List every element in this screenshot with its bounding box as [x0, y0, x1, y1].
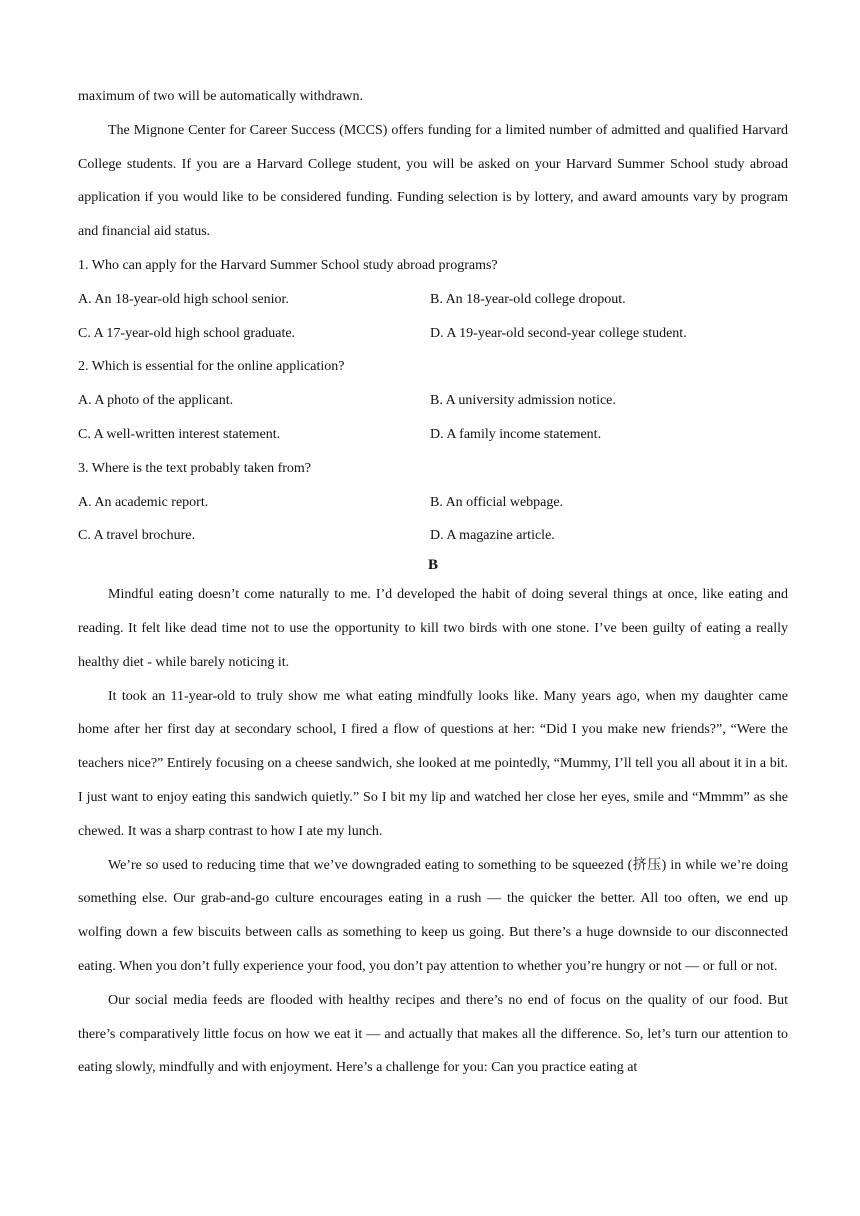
question-1-option-c: C. A 17-year-old high school graduate.	[78, 325, 296, 341]
question-2-option-c: C. A well-written interest statement.	[78, 426, 281, 442]
question-2-stem: 2. Which is essential for the online application?	[78, 359, 345, 375]
question-3-options-row-2	[78, 519, 788, 553]
question-3-option-c: C. A travel brochure.	[78, 528, 196, 544]
section-b-heading: B	[427, 557, 438, 574]
question-3-option-b: B. An official webpage.	[430, 494, 564, 510]
question-2-option-d: D. A family income statement.	[430, 426, 602, 442]
question-3-options-row-1	[78, 486, 788, 520]
question-3-option-d: D. A magazine article.	[430, 528, 555, 544]
question-3-stem: 3. Where is the text probably taken from?	[78, 460, 311, 476]
question-1-options-row-1	[78, 283, 788, 317]
question-2-options-row-2	[78, 418, 788, 452]
question-1-option-a: A. An 18-year-old high school senior.	[78, 291, 289, 307]
question-2-option-b: B. A university admission notice.	[430, 393, 616, 409]
question-1-option-b: B. An 18-year-old college dropout.	[430, 291, 626, 307]
funding-paragraph: The Mignone Center for Career Success (MCCS) offers funding for a limited number of admitted and qualified Harvard College students. If you are a Harvard College student, you will be asked on your Harvard Summer School study abroad application if you would like to be considered funding. Funding selection is by lottery, and award amounts vary by program and financial aid status.	[78, 122, 788, 240]
question-1-option-d: D. A 19-year-old second-year college student.	[430, 325, 687, 341]
passage-b-paragraph-2: It took an 11-year-old to truly show me what eating mindfully looks like. Many years ago, when my daughter came home after her first day at secondary school, I fired a flow of questions at her: “Did I you make new friends?”, “Were the teachers nice?” Entirely focusing on a cheese sandwich, she looked at me pointedly, “Mummy, I’ll tell you all about it in a bit. I just want to enjoy eating this sandwich quietly.” So I bit my lip and watched her close her eyes, smile and “Mmmm” as she chewed. It was a sharp contrast to how I ate my lunch.	[78, 688, 788, 839]
question-1-options-row-2	[78, 317, 788, 351]
passage-a-continuation: maximum of two will be automatically withdrawn.	[78, 89, 363, 104]
question-3-option-a: A. An academic report.	[78, 494, 209, 510]
passage-b-paragraph-1: Mindful eating doesn’t come naturally to me. I’d developed the habit of doing several things at once, like eating and reading. It felt like dead time not to use the opportunity to kill two birds with one stone. I’ve been guilty of eating a really healthy diet - while barely noticing it.	[78, 587, 788, 670]
question-2-option-a: A. A photo of the applicant.	[78, 393, 234, 409]
question-1-stem: 1. Who can apply for the Harvard Summer School study abroad programs?	[78, 257, 498, 273]
document-page	[78, 80, 788, 1085]
passage-b-paragraph-3: We’re so used to reducing time that we’ve downgraded eating to something to be squeezed (挤压) in while we’re doing something else. Our grab-and-go culture encourages eating in a rush — the quicker the better. All too often, we end up wolfing down a few biscuits between calls as something to keep us going. But there’s a huge downside to our disconnected eating. When you don’t fully experience your food, you don’t pay attention to whether you’re hungry or not — or full or not.	[78, 857, 788, 974]
passage-b-paragraph-4: Our social media feeds are flooded with healthy recipes and there’s no end of focus on the quality of our food. But there’s comparatively little focus on how we eat it — and actually that makes all the difference. So, let’s turn our attention to eating slowly, mindfully and with enjoyment. Here’s a challenge for you: Can you practice eating at	[78, 992, 788, 1076]
question-2-options-row-1	[78, 384, 788, 418]
